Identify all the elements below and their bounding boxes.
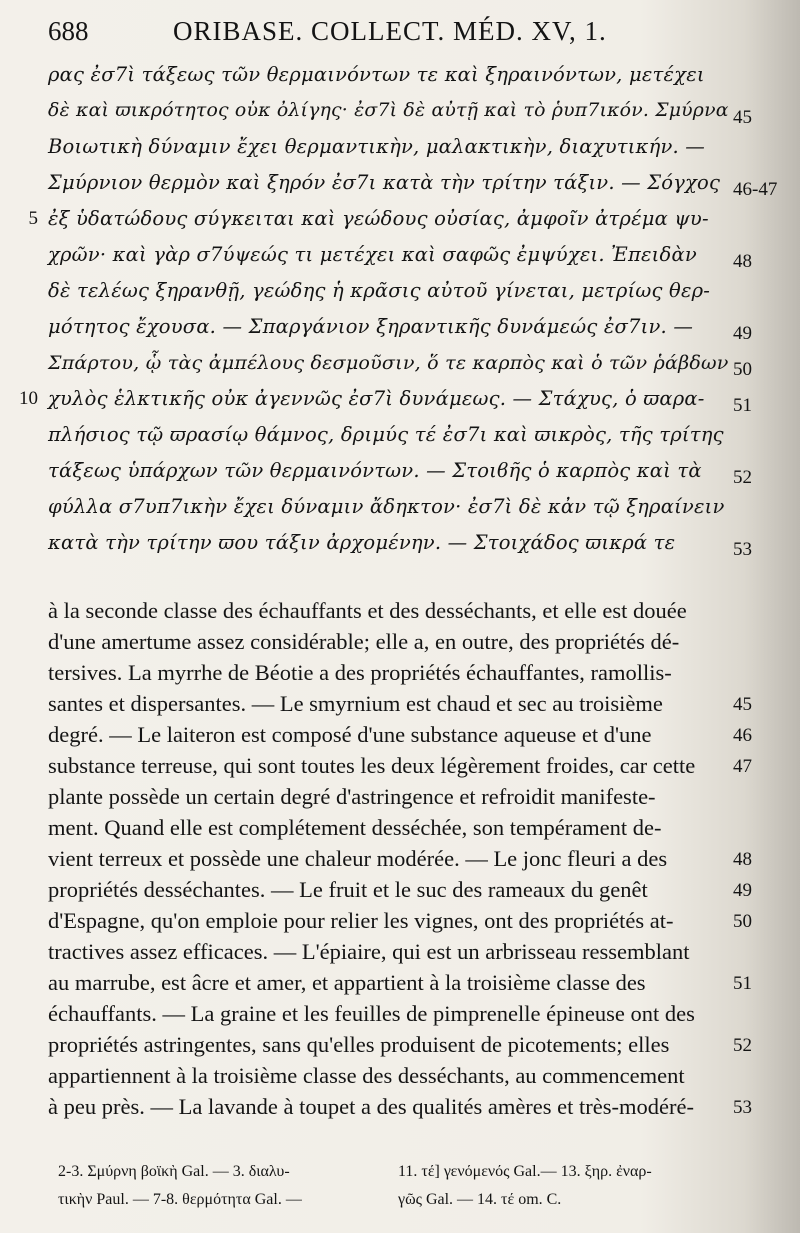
footnote-line: 2-3. Σμύρνη βοϊκὴ Gal. — 3. διαλυ- (58, 1163, 290, 1180)
footnotes-right-column (398, 1158, 652, 1214)
french-line (0, 968, 800, 998)
line-number-right: 46-47 (733, 179, 778, 200)
footnotes-left-column (58, 1158, 302, 1214)
line-number-right: 50 (733, 911, 752, 932)
greek-line (0, 60, 800, 90)
french-line (0, 844, 800, 874)
greek-line (0, 420, 800, 450)
french-line (0, 596, 800, 626)
french-line-text: au marrube, est âcre et amer, et appartient à la troisième classe des (48, 970, 646, 995)
greek-line-text: χρῶν· καὶ γὰρ σ7ύψεώς τι μετέχει καὶ σαφῶς ἐμψύχει. Ἐπειδὰν (48, 243, 697, 266)
line-number-right: 47 (733, 756, 752, 777)
greek-line (0, 384, 800, 414)
french-line (0, 720, 800, 750)
line-number-left: 5 (28, 208, 38, 229)
line-number-right: 52 (733, 1035, 752, 1056)
line-number-right: 49 (733, 880, 752, 901)
french-line (0, 999, 800, 1029)
running-title: ORIBASE. COLLECT. MÉD. XV, 1. (173, 16, 607, 46)
greek-line (0, 168, 800, 198)
greek-line-text: χυλὸς ἑλκτικῆς οὐκ ἀγεννῶς ἐσ7ὶ δυνάμεως. — Στάχυς, ὁ ϖαρα- (48, 387, 705, 410)
french-line-text: à peu près. — La lavande à toupet a des qualités amères et très-modéré- (48, 1094, 694, 1119)
line-number-right: 50 (733, 359, 752, 380)
footnote-line: γῶς Gal. — 14. τέ om. C. (398, 1191, 562, 1208)
line-number-right: 49 (733, 323, 752, 344)
greek-line (0, 96, 800, 126)
french-line-text: plante possède un certain degré d'astringence et refroidit manifeste- (48, 784, 656, 809)
greek-line-text: πλήσιος τῷ ϖρασίῳ θάμνος, δριμύς τέ ἐσ7ι καὶ ϖικρὸς, τῆς τρίτης (48, 423, 724, 446)
line-number-right: 45 (733, 694, 752, 715)
line-number-right: 51 (733, 395, 752, 416)
page-header (48, 12, 748, 52)
french-line (0, 1092, 800, 1122)
greek-line-text: κατὰ τὴν τρίτην ϖου τάξιν ἀρχομένην. — Στοιχάδος ϖικρά τε (48, 531, 676, 554)
greek-line (0, 132, 800, 162)
greek-line-text: Σμύρνιον θερμὸν καὶ ξηρόν ἐσ7ι κατὰ τὴν τρίτην τάξιν. — Σόγχος (48, 171, 721, 194)
greek-line-text: Σπάρτου, ᾧ τὰς ἀμπέλους δεσμοῦσιν, ὅ τε καρπὸς καὶ ὁ τῶν ῥάβδων (48, 352, 729, 374)
french-line-text: santes et dispersantes. — Le smyrnium est chaud et sec au troisième (48, 691, 663, 716)
greek-line (0, 456, 800, 486)
greek-line-text: τάξεως ὑπάρχων τῶν θερμαινόντων. — Στοιϐῆς ὁ καρπὸς καὶ τὰ (48, 459, 702, 482)
french-line-text: à la seconde classe des échauffants et des desséchants, et elle est douée (48, 598, 687, 623)
greek-line (0, 312, 800, 342)
greek-line-text: δὲ τελέως ξηρανθῇ, γεώδης ἡ κρᾶσις αὐτοῦ γίνεται, μετρίως θερ- (48, 279, 711, 302)
greek-line-text: δὲ καὶ ϖικρότητος οὐκ ὀλίγης· ἐσ7ὶ δὲ αὐτῇ καὶ τὸ ῥυπ7ικόν. Σμύρνα (48, 100, 729, 121)
greek-line-text: μότητος ἔχουσα. — Σπαργάνιον ξηραντικῆς δυνάμεώς ἐσ7ιν. — (48, 315, 694, 338)
french-line-text: vient terreux et possède une chaleur modérée. — Le jonc fleuri a des (48, 846, 668, 871)
line-number-right: 48 (733, 251, 752, 272)
french-line (0, 1030, 800, 1060)
french-line-text: ment. Quand elle est complétement desséchée, son tempérament de- (48, 815, 662, 840)
french-line-text: appartiennent à la troisième classe des desséchants, au commencement (48, 1063, 685, 1088)
french-line-text: tersives. La myrrhe de Béotie a des propriétés échauffantes, ramollis- (48, 660, 672, 685)
greek-line (0, 528, 800, 558)
greek-line-text: φύλλα σ7υπ7ικὴν ἔχει δύναμιν ἄδηκτον· ἐσ7ὶ δὲ κἀν τῷ ξηραίνειν (48, 495, 725, 518)
line-number-right: 53 (733, 1097, 752, 1118)
french-line (0, 813, 800, 843)
line-number-left: 10 (19, 388, 38, 409)
french-line (0, 875, 800, 905)
french-line-text: propriétés astringentes, sans qu'elles produisent de picotements; elles (48, 1032, 670, 1057)
line-number-right: 48 (733, 849, 752, 870)
greek-line-text: Βοιωτικὴ δύναμιν ἔχει θερμαντικὴν, μαλακτικὴν, διαχυτικήν. — (48, 135, 706, 158)
french-line (0, 658, 800, 688)
french-line (0, 937, 800, 967)
french-line-text: propriétés desséchantes. — Le fruit et le suc des rameaux du genêt (48, 877, 648, 902)
french-line-text: substance terreuse, qui sont toutes les deux légèrement froides, car cette (48, 753, 696, 778)
line-number-right: 46 (733, 725, 752, 746)
greek-line (0, 492, 800, 522)
french-line (0, 627, 800, 657)
french-line (0, 1061, 800, 1091)
greek-line (0, 276, 800, 306)
page-number: 688 (48, 16, 89, 46)
greek-line (0, 240, 800, 270)
line-number-right: 52 (733, 467, 752, 488)
line-number-right: 53 (733, 539, 752, 560)
greek-line (0, 348, 800, 378)
french-line-text: d'une amertume assez considérable; elle a, en outre, des propriétés dé- (48, 629, 680, 654)
footnote-line: τικὴν Paul. — 7-8. θερμότητα Gal. — (58, 1191, 302, 1208)
line-number-right: 45 (733, 107, 752, 128)
french-line (0, 782, 800, 812)
french-line-text: degré. — Le laiteron est composé d'une substance aqueuse et d'une (48, 722, 652, 747)
greek-line-text: ρας ἐσ7ὶ τάξεως τῶν θερμαινόντων τε καὶ ξηραινόντων, μετέχει (48, 63, 705, 86)
french-line-text: échauffants. — La graine et les feuilles de pimprenelle épineuse ont des (48, 1001, 695, 1026)
french-line-text: d'Espagne, qu'on emploie pour relier les vignes, ont des propriétés at- (48, 908, 674, 933)
french-line (0, 906, 800, 936)
french-line-text: tractives assez efficaces. — L'épiaire, qui est un arbrisseau ressemblant (48, 939, 690, 964)
footnote-line: 11. τέ] γενόμενός Gal.— 13. ξηρ. ἐναρ- (398, 1163, 652, 1180)
line-number-right: 51 (733, 973, 752, 994)
footnotes (58, 1158, 758, 1228)
french-line (0, 689, 800, 719)
greek-line-text: ἐξ ὑδατώδους σύγκειται καὶ γεώδους οὐσίας, ἀμφοῖν ἀτρέμα ψυ- (48, 207, 709, 230)
french-line (0, 751, 800, 781)
greek-line (0, 204, 800, 234)
